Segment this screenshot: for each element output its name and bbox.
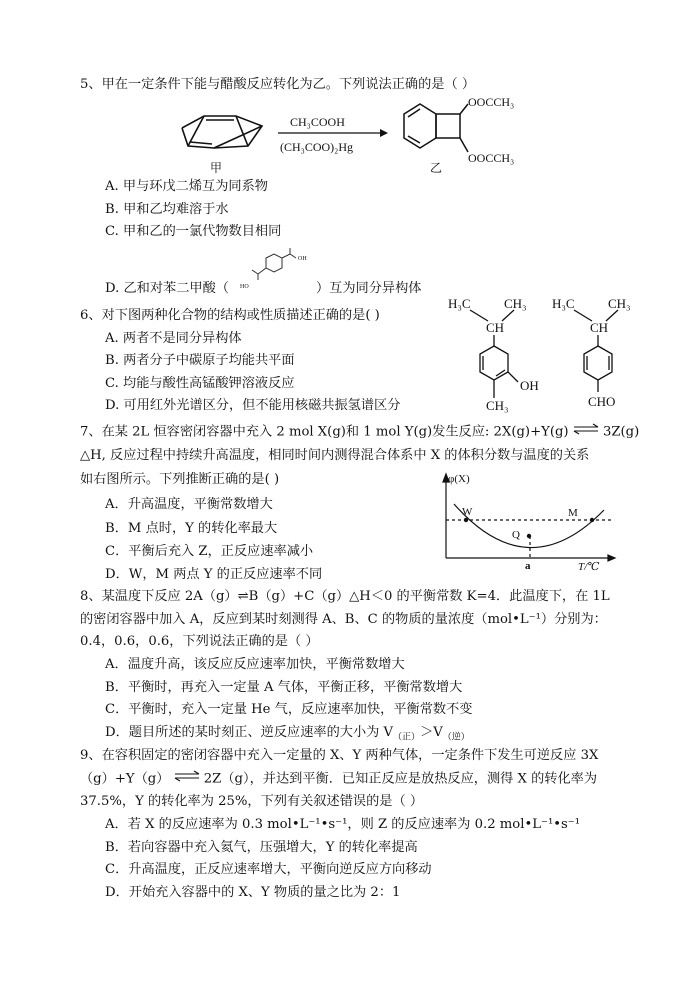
graph-q-label: Q	[512, 529, 520, 541]
q8-line-2: 的密闭容器中加入 A，反应到某时刻测得 A、B、C 的物质的量浓度（mol•L⁻¹）分别为：	[80, 612, 607, 627]
q6-m2-cho: CHO	[588, 394, 616, 409]
q9-option-d: D．开始充入容器中的 X、Y 物质的量之比为 2：1	[105, 885, 401, 900]
q5-molecule-yi	[390, 94, 580, 184]
q9-line-1: 9、在容积固定的密闭容器中充入一定量的 X、Y 两种气体，一定条件下发生可逆反应 3X	[80, 748, 599, 763]
q7-graph	[432, 470, 618, 572]
q6-option-a: A. 两者不是同分异构体	[105, 331, 242, 346]
graph-w-label: W	[462, 506, 473, 518]
q6-m1-left: H₃C	[448, 296, 471, 311]
q5-option-d-part1: D. 乙和对苯二甲酸（	[105, 281, 229, 296]
q5-reagent-top: CH₃COOH	[290, 115, 345, 129]
q5-reaction-arrow	[278, 112, 388, 162]
q8-option-a: A．温度升高，该反应反应速率加快，平衡常数增大	[105, 657, 405, 672]
q5-label-yi: 乙	[430, 161, 443, 175]
q5-tpa-label-left: HO	[240, 284, 249, 290]
q8-option-b: B．平衡时，再充入一定量 A 气体，平衡正移，平衡常数增大	[105, 680, 463, 695]
q5-sub-top: OOCCH₃	[468, 95, 515, 109]
q5-molecule-jia	[174, 108, 270, 178]
q6-m2-left: H₃C	[552, 296, 575, 311]
q7-line-2: △H, 反应过程中持续升高温度，相同时间内测得混合体系中 X 的体积分数与温度的关系	[80, 448, 590, 463]
point-m	[590, 518, 594, 522]
q7-line-1	[80, 423, 639, 442]
q5-terephthalic-acid-structure	[234, 246, 316, 290]
graph-a-label: a	[525, 560, 531, 572]
point-w	[464, 518, 468, 522]
q6-m2-ch: CH	[590, 320, 609, 335]
q8-option-d-sub1: （正）	[393, 732, 421, 743]
q6-option-d: D. 可用红外光谱区分，但不能用核磁共振氢谱区分	[105, 398, 401, 413]
q5-reagent-bottom: (CH₃COO)₂Hg	[280, 140, 354, 154]
q7-option-d: D．W，M 两点 Y 的正反应速率不同	[105, 567, 323, 582]
q8-option-d-sub2: （逆）	[442, 732, 470, 743]
q8-option-d-part1: D．题目所述的某时刻正、逆反应速率的大小为 V	[105, 725, 394, 740]
equilibrium-arrow-icon	[573, 423, 599, 441]
q9-line-2a: （g）+Y（g）	[80, 771, 170, 787]
curve	[454, 504, 604, 548]
graph-m-label: M	[568, 507, 578, 519]
q6-molecule-1	[448, 294, 558, 414]
q7-option-b: B．M 点时，Y 的转化率最大	[105, 521, 278, 536]
q5-option-b: B. 甲和乙均难溶于水	[105, 202, 229, 217]
q8-option-d	[105, 724, 470, 747]
q7-option-a: A．升高温度，平衡常数增大	[105, 497, 273, 512]
q5-stem: 5、甲在一定条件下能与醋酸反应转化为乙。下列说法正确的是（ ）	[80, 77, 476, 92]
q5-option-c: C. 甲和乙的一氯代物数目相同	[105, 224, 282, 239]
q6-m1-ch3: CH₃	[486, 398, 509, 413]
q7-line-1b: 3Z(g)	[602, 424, 640, 440]
q8-line-1: 8、某温度下反应 2A（g）⇌B（g）+C（g）△H＜0 的平衡常数 K=4．此温度下，在 1L	[80, 589, 610, 604]
q6-stem: 6、对下图两种化合物的结构或性质描述正确的是( )	[80, 308, 380, 323]
q9-option-b: B．若向容器中充入氦气，压强增大，Y 的转化率提高	[105, 840, 418, 855]
q5-option-a: A. 甲与环戊二烯互为同系物	[105, 179, 268, 194]
q9-line-2	[80, 770, 597, 789]
q6-m2-right: CH₃	[608, 296, 631, 311]
q9-option-a: A．若 X 的反应速率为 0.3 mol•L⁻¹•s⁻¹，则 Z 的反应速率为 0.2 mol•L⁻¹•s⁻¹	[105, 817, 581, 832]
q5-option-d-part2: ）互为同分异构体	[316, 281, 422, 296]
q9-line-3: 37.5%，Y 的转化率为 25%，下列有关叙述错误的是（ ）	[80, 794, 424, 809]
graph-x-label: T/℃	[578, 561, 600, 572]
q5-tpa-label-right: OH	[298, 256, 307, 262]
graph-y-label: φ(X)	[448, 473, 470, 485]
q8-option-c: C．平衡时，充入一定量 He 气，反应速率加快，平衡常数不变	[105, 702, 473, 717]
q6-option-c: C. 均能与酸性高锰酸钾溶液反应	[105, 376, 295, 391]
q6-m1-ch: CH	[486, 320, 505, 335]
q6-option-b: B. 两者分子中碳原子均能共平面	[105, 353, 295, 368]
q8-option-d-gt: ＞V	[420, 725, 443, 740]
q5-label-jia: 甲	[210, 161, 223, 175]
q5-sub-bottom: OOCCH₃	[468, 151, 515, 165]
q6-molecule-2	[548, 294, 658, 414]
q7-line-1a: 7、在某 2L 恒容密闭容器中充入 2 mol X(g)和 1 mol Y(g)发生反应: 2X(g)+Y(g)	[80, 424, 569, 440]
q9-line-2b: 2Z（g），并达到平衡．已知正反应是放热反应，测得 X 的转化率为	[203, 771, 598, 787]
equilibrium-arrow-icon	[174, 770, 200, 788]
point-q	[527, 534, 531, 538]
q6-m1-right: CH₃	[504, 296, 527, 311]
q9-option-c: C．升高温度，正反应速率增大，平衡向逆反应方向移动	[105, 862, 432, 877]
q7-line-3: 如右图所示。下列推断正确的是( )	[80, 472, 280, 487]
q6-m1-oh: OH	[520, 378, 539, 393]
q8-line-3: 0.4，0.6，0.6，下列说法正确的是（ ）	[80, 634, 319, 649]
q7-option-c: C．平衡后充入 Z，正反应速率减小	[105, 544, 314, 559]
